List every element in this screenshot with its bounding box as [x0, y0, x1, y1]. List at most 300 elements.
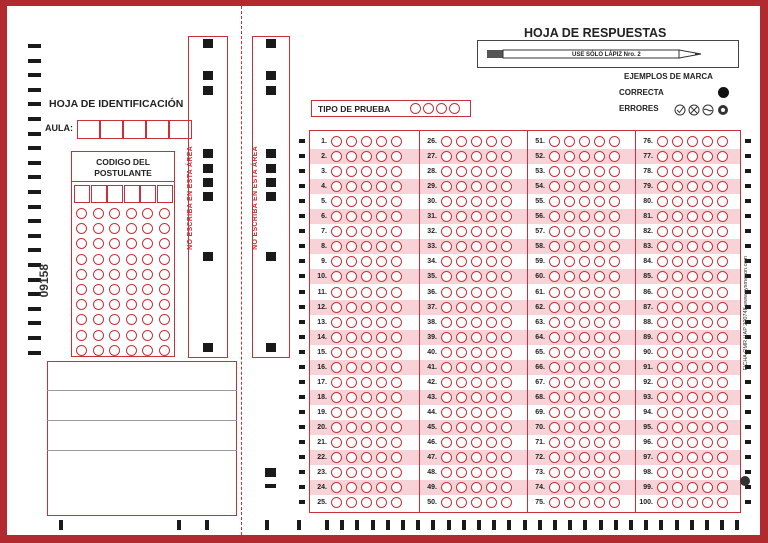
answer-bubble[interactable]	[361, 332, 372, 343]
answer-bubble[interactable]	[361, 377, 372, 388]
codigo-bubble[interactable]	[93, 208, 104, 219]
answer-bubble[interactable]	[609, 452, 620, 463]
answer-bubble[interactable]	[687, 437, 698, 448]
aula-box[interactable]	[146, 120, 169, 139]
answer-bubble[interactable]	[609, 377, 620, 388]
codigo-bubble[interactable]	[159, 223, 170, 234]
codigo-digit-box[interactable]	[157, 185, 173, 203]
answer-bubble[interactable]	[594, 452, 605, 463]
answer-bubble[interactable]	[441, 422, 452, 433]
answer-bubble[interactable]	[346, 151, 357, 162]
answer-bubble[interactable]	[702, 136, 713, 147]
answer-bubble[interactable]	[672, 347, 683, 358]
answer-bubble[interactable]	[346, 377, 357, 388]
answer-bubble[interactable]	[501, 332, 512, 343]
answer-bubble[interactable]	[657, 302, 668, 313]
codigo-bubble[interactable]	[159, 284, 170, 295]
answer-bubble[interactable]	[549, 422, 560, 433]
answer-bubble[interactable]	[549, 407, 560, 418]
answer-bubble[interactable]	[579, 407, 590, 418]
answer-bubble[interactable]	[717, 287, 728, 298]
codigo-bubble[interactable]	[126, 314, 137, 325]
answer-bubble[interactable]	[471, 437, 482, 448]
codigo-bubble[interactable]	[109, 345, 120, 356]
answer-bubble[interactable]	[441, 332, 452, 343]
answer-bubble[interactable]	[486, 287, 497, 298]
answer-bubble[interactable]	[717, 317, 728, 328]
codigo-bubble[interactable]	[76, 208, 87, 219]
answer-bubble[interactable]	[672, 136, 683, 147]
answer-bubble[interactable]	[441, 136, 452, 147]
codigo-digit-box[interactable]	[91, 185, 107, 203]
answer-bubble[interactable]	[594, 332, 605, 343]
answer-bubble[interactable]	[687, 407, 698, 418]
codigo-bubble[interactable]	[142, 284, 153, 295]
answer-bubble[interactable]	[376, 452, 387, 463]
codigo-bubble[interactable]	[93, 254, 104, 265]
answer-bubble[interactable]	[717, 437, 728, 448]
answer-bubble[interactable]	[471, 287, 482, 298]
answer-bubble[interactable]	[594, 302, 605, 313]
answer-bubble[interactable]	[717, 347, 728, 358]
answer-bubble[interactable]	[361, 362, 372, 373]
answer-bubble[interactable]	[376, 422, 387, 433]
answer-bubble[interactable]	[361, 302, 372, 313]
answer-bubble[interactable]	[687, 422, 698, 433]
answer-bubble[interactable]	[657, 392, 668, 403]
answer-bubble[interactable]	[501, 452, 512, 463]
answer-bubble[interactable]	[471, 407, 482, 418]
answer-bubble[interactable]	[346, 317, 357, 328]
answer-bubble[interactable]	[594, 407, 605, 418]
answer-bubble[interactable]	[672, 317, 683, 328]
codigo-bubble[interactable]	[76, 254, 87, 265]
answer-bubble[interactable]	[549, 332, 560, 343]
answer-bubble[interactable]	[687, 362, 698, 373]
answer-bubble[interactable]	[376, 377, 387, 388]
answer-bubble[interactable]	[331, 317, 342, 328]
answer-bubble[interactable]	[549, 287, 560, 298]
codigo-bubble[interactable]	[126, 238, 137, 249]
answer-bubble[interactable]	[687, 317, 698, 328]
answer-bubble[interactable]	[564, 392, 575, 403]
answer-bubble[interactable]	[579, 302, 590, 313]
answer-bubble[interactable]	[346, 287, 357, 298]
answer-bubble[interactable]	[391, 136, 402, 147]
answer-bubble[interactable]	[361, 136, 372, 147]
answer-bubble[interactable]	[579, 151, 590, 162]
answer-bubble[interactable]	[486, 347, 497, 358]
answer-bubble[interactable]	[361, 422, 372, 433]
answer-bubble[interactable]	[501, 407, 512, 418]
answer-bubble[interactable]	[441, 452, 452, 463]
answer-bubble[interactable]	[702, 332, 713, 343]
answer-bubble[interactable]	[501, 362, 512, 373]
answer-bubble[interactable]	[564, 332, 575, 343]
codigo-bubble[interactable]	[126, 345, 137, 356]
answer-bubble[interactable]	[486, 437, 497, 448]
answer-bubble[interactable]	[361, 287, 372, 298]
answer-bubble[interactable]	[702, 151, 713, 162]
codigo-bubble[interactable]	[159, 254, 170, 265]
answer-bubble[interactable]	[361, 151, 372, 162]
answer-bubble[interactable]	[657, 332, 668, 343]
answer-bubble[interactable]	[657, 317, 668, 328]
answer-bubble[interactable]	[672, 302, 683, 313]
answer-bubble[interactable]	[391, 437, 402, 448]
answer-bubble[interactable]	[456, 317, 467, 328]
codigo-bubble[interactable]	[93, 269, 104, 280]
codigo-digit-box[interactable]	[140, 185, 156, 203]
answer-bubble[interactable]	[657, 377, 668, 388]
answer-bubble[interactable]	[549, 377, 560, 388]
answer-bubble[interactable]	[657, 287, 668, 298]
answer-bubble[interactable]	[687, 392, 698, 403]
codigo-bubble[interactable]	[76, 284, 87, 295]
answer-bubble[interactable]	[549, 302, 560, 313]
answer-bubble[interactable]	[441, 302, 452, 313]
answer-bubble[interactable]	[717, 452, 728, 463]
test-type-bubble[interactable]	[410, 103, 421, 114]
codigo-bubble[interactable]	[126, 208, 137, 219]
answer-bubble[interactable]	[579, 362, 590, 373]
answer-bubble[interactable]	[346, 437, 357, 448]
answer-bubble[interactable]	[331, 347, 342, 358]
answer-bubble[interactable]	[471, 151, 482, 162]
answer-bubble[interactable]	[672, 407, 683, 418]
answer-bubble[interactable]	[441, 317, 452, 328]
codigo-digit-box[interactable]	[107, 185, 123, 203]
codigo-bubble[interactable]	[93, 314, 104, 325]
test-type-bubble[interactable]	[449, 103, 460, 114]
answer-bubble[interactable]	[361, 392, 372, 403]
answer-bubble[interactable]	[549, 362, 560, 373]
codigo-bubble[interactable]	[76, 330, 87, 341]
answer-bubble[interactable]	[687, 302, 698, 313]
codigo-bubble[interactable]	[93, 330, 104, 341]
codigo-bubble[interactable]	[142, 330, 153, 341]
codigo-bubble[interactable]	[159, 269, 170, 280]
answer-bubble[interactable]	[564, 317, 575, 328]
codigo-digit-box[interactable]	[74, 185, 90, 203]
answer-bubble[interactable]	[672, 422, 683, 433]
answer-bubble[interactable]	[331, 287, 342, 298]
answer-bubble[interactable]	[549, 151, 560, 162]
answer-bubble[interactable]	[564, 151, 575, 162]
answer-bubble[interactable]	[361, 407, 372, 418]
answer-bubble[interactable]	[609, 392, 620, 403]
answer-bubble[interactable]	[672, 392, 683, 403]
codigo-bubble[interactable]	[93, 345, 104, 356]
codigo-bubble[interactable]	[76, 345, 87, 356]
answer-bubble[interactable]	[579, 392, 590, 403]
answer-bubble[interactable]	[657, 347, 668, 358]
answer-bubble[interactable]	[486, 317, 497, 328]
answer-bubble[interactable]	[501, 287, 512, 298]
answer-bubble[interactable]	[549, 347, 560, 358]
answer-bubble[interactable]	[717, 407, 728, 418]
answer-bubble[interactable]	[609, 136, 620, 147]
answer-bubble[interactable]	[687, 452, 698, 463]
codigo-bubble[interactable]	[93, 299, 104, 310]
answer-bubble[interactable]	[441, 377, 452, 388]
answer-bubble[interactable]	[391, 392, 402, 403]
answer-bubble[interactable]	[346, 407, 357, 418]
answer-bubble[interactable]	[594, 437, 605, 448]
codigo-bubble[interactable]	[142, 345, 153, 356]
answer-bubble[interactable]	[657, 452, 668, 463]
answer-bubble[interactable]	[564, 437, 575, 448]
codigo-bubble[interactable]	[126, 269, 137, 280]
answer-bubble[interactable]	[456, 302, 467, 313]
answer-bubble[interactable]	[564, 422, 575, 433]
answer-bubble[interactable]	[376, 151, 387, 162]
answer-bubble[interactable]	[331, 136, 342, 147]
answer-bubble[interactable]	[331, 392, 342, 403]
answer-bubble[interactable]	[579, 422, 590, 433]
codigo-bubble[interactable]	[126, 223, 137, 234]
answer-bubble[interactable]	[486, 407, 497, 418]
answer-bubble[interactable]	[579, 347, 590, 358]
answer-bubble[interactable]	[486, 422, 497, 433]
answer-bubble[interactable]	[717, 302, 728, 313]
codigo-digit-box[interactable]	[124, 185, 140, 203]
answer-bubble[interactable]	[501, 136, 512, 147]
codigo-bubble[interactable]	[93, 284, 104, 295]
codigo-bubble[interactable]	[126, 254, 137, 265]
answer-bubble[interactable]	[331, 302, 342, 313]
answer-bubble[interactable]	[456, 287, 467, 298]
answer-bubble[interactable]	[672, 452, 683, 463]
answer-bubble[interactable]	[361, 347, 372, 358]
answer-bubble[interactable]	[441, 392, 452, 403]
answer-bubble[interactable]	[346, 452, 357, 463]
aula-box[interactable]	[100, 120, 123, 139]
answer-bubble[interactable]	[501, 151, 512, 162]
answer-bubble[interactable]	[361, 452, 372, 463]
codigo-bubble[interactable]	[159, 208, 170, 219]
answer-bubble[interactable]	[594, 377, 605, 388]
answer-bubble[interactable]	[702, 362, 713, 373]
answer-bubble[interactable]	[594, 151, 605, 162]
codigo-bubble[interactable]	[159, 299, 170, 310]
answer-bubble[interactable]	[579, 287, 590, 298]
answer-bubble[interactable]	[346, 362, 357, 373]
answer-bubble[interactable]	[391, 452, 402, 463]
codigo-bubble[interactable]	[109, 254, 120, 265]
answer-bubble[interactable]	[717, 392, 728, 403]
answer-bubble[interactable]	[702, 287, 713, 298]
answer-bubble[interactable]	[441, 347, 452, 358]
answer-bubble[interactable]	[376, 287, 387, 298]
answer-bubble[interactable]	[672, 437, 683, 448]
answer-bubble[interactable]	[456, 362, 467, 373]
answer-bubble[interactable]	[471, 422, 482, 433]
answer-bubble[interactable]	[687, 347, 698, 358]
answer-bubble[interactable]	[687, 151, 698, 162]
answer-bubble[interactable]	[471, 317, 482, 328]
answer-bubble[interactable]	[486, 332, 497, 343]
answer-bubble[interactable]	[672, 151, 683, 162]
answer-bubble[interactable]	[717, 377, 728, 388]
codigo-bubble[interactable]	[109, 284, 120, 295]
answer-bubble[interactable]	[471, 452, 482, 463]
answer-bubble[interactable]	[564, 347, 575, 358]
answer-bubble[interactable]	[501, 302, 512, 313]
answer-bubble[interactable]	[702, 422, 713, 433]
answer-bubble[interactable]	[702, 377, 713, 388]
answer-bubble[interactable]	[441, 287, 452, 298]
answer-bubble[interactable]	[331, 362, 342, 373]
answer-bubble[interactable]	[579, 437, 590, 448]
answer-bubble[interactable]	[657, 407, 668, 418]
answer-bubble[interactable]	[456, 422, 467, 433]
answer-bubble[interactable]	[672, 332, 683, 343]
answer-bubble[interactable]	[579, 332, 590, 343]
answer-bubble[interactable]	[501, 317, 512, 328]
answer-bubble[interactable]	[687, 332, 698, 343]
answer-bubble[interactable]	[594, 317, 605, 328]
answer-bubble[interactable]	[702, 452, 713, 463]
answer-bubble[interactable]	[702, 302, 713, 313]
answer-bubble[interactable]	[594, 362, 605, 373]
answer-bubble[interactable]	[687, 287, 698, 298]
answer-bubble[interactable]	[501, 422, 512, 433]
field-row[interactable]	[47, 361, 237, 391]
answer-bubble[interactable]	[456, 347, 467, 358]
answer-bubble[interactable]	[376, 332, 387, 343]
codigo-bubble[interactable]	[109, 269, 120, 280]
codigo-bubble[interactable]	[76, 269, 87, 280]
answer-bubble[interactable]	[346, 332, 357, 343]
codigo-bubble[interactable]	[159, 238, 170, 249]
answer-bubble[interactable]	[471, 392, 482, 403]
answer-bubble[interactable]	[486, 136, 497, 147]
codigo-bubble[interactable]	[159, 330, 170, 341]
answer-bubble[interactable]	[717, 151, 728, 162]
answer-bubble[interactable]	[717, 136, 728, 147]
answer-bubble[interactable]	[471, 332, 482, 343]
answer-bubble[interactable]	[549, 437, 560, 448]
answer-bubble[interactable]	[564, 362, 575, 373]
aula-box[interactable]	[77, 120, 100, 139]
answer-bubble[interactable]	[564, 302, 575, 313]
answer-bubble[interactable]	[471, 362, 482, 373]
answer-bubble[interactable]	[594, 392, 605, 403]
answer-bubble[interactable]	[486, 452, 497, 463]
answer-bubble[interactable]	[702, 437, 713, 448]
answer-bubble[interactable]	[471, 377, 482, 388]
answer-bubble[interactable]	[376, 302, 387, 313]
answer-bubble[interactable]	[456, 332, 467, 343]
answer-bubble[interactable]	[717, 362, 728, 373]
answer-bubble[interactable]	[672, 377, 683, 388]
answer-bubble[interactable]	[391, 377, 402, 388]
answer-bubble[interactable]	[549, 136, 560, 147]
answer-bubble[interactable]	[702, 407, 713, 418]
field-row[interactable]	[47, 391, 237, 421]
answer-bubble[interactable]	[391, 302, 402, 313]
answer-bubble[interactable]	[456, 452, 467, 463]
answer-bubble[interactable]	[456, 377, 467, 388]
answer-bubble[interactable]	[564, 136, 575, 147]
answer-bubble[interactable]	[594, 422, 605, 433]
answer-bubble[interactable]	[687, 377, 698, 388]
codigo-bubble[interactable]	[93, 223, 104, 234]
answer-bubble[interactable]	[657, 422, 668, 433]
answer-bubble[interactable]	[609, 437, 620, 448]
answer-bubble[interactable]	[594, 287, 605, 298]
answer-bubble[interactable]	[331, 332, 342, 343]
codigo-bubble[interactable]	[159, 314, 170, 325]
field-row[interactable]	[47, 451, 237, 516]
answer-bubble[interactable]	[501, 437, 512, 448]
codigo-bubble[interactable]	[142, 269, 153, 280]
answer-bubble[interactable]	[549, 392, 560, 403]
answer-bubble[interactable]	[501, 347, 512, 358]
test-type-bubble[interactable]	[423, 103, 434, 114]
answer-bubble[interactable]	[376, 317, 387, 328]
answer-bubble[interactable]	[486, 392, 497, 403]
answer-bubble[interactable]	[702, 317, 713, 328]
answer-bubble[interactable]	[486, 362, 497, 373]
codigo-bubble[interactable]	[126, 284, 137, 295]
answer-bubble[interactable]	[609, 422, 620, 433]
answer-bubble[interactable]	[594, 347, 605, 358]
codigo-bubble[interactable]	[109, 208, 120, 219]
answer-bubble[interactable]	[501, 392, 512, 403]
answer-bubble[interactable]	[609, 332, 620, 343]
answer-bubble[interactable]	[391, 422, 402, 433]
answer-bubble[interactable]	[717, 422, 728, 433]
answer-bubble[interactable]	[564, 452, 575, 463]
answer-bubble[interactable]	[609, 317, 620, 328]
answer-bubble[interactable]	[609, 407, 620, 418]
answer-bubble[interactable]	[609, 362, 620, 373]
codigo-bubble[interactable]	[109, 330, 120, 341]
answer-bubble[interactable]	[657, 151, 668, 162]
answer-bubble[interactable]	[441, 151, 452, 162]
answer-bubble[interactable]	[331, 452, 342, 463]
answer-bubble[interactable]	[609, 151, 620, 162]
answer-bubble[interactable]	[376, 362, 387, 373]
test-type-bubble[interactable]	[436, 103, 447, 114]
answer-bubble[interactable]	[331, 422, 342, 433]
answer-bubble[interactable]	[331, 407, 342, 418]
answer-bubble[interactable]	[456, 136, 467, 147]
answer-bubble[interactable]	[376, 136, 387, 147]
answer-bubble[interactable]	[361, 437, 372, 448]
answer-bubble[interactable]	[391, 151, 402, 162]
answer-bubble[interactable]	[331, 377, 342, 388]
answer-bubble[interactable]	[471, 302, 482, 313]
answer-bubble[interactable]	[391, 332, 402, 343]
answer-bubble[interactable]	[346, 392, 357, 403]
answer-bubble[interactable]	[456, 407, 467, 418]
answer-bubble[interactable]	[672, 287, 683, 298]
answer-bubble[interactable]	[564, 287, 575, 298]
answer-bubble[interactable]	[717, 332, 728, 343]
answer-bubble[interactable]	[657, 136, 668, 147]
codigo-bubble[interactable]	[159, 345, 170, 356]
answer-bubble[interactable]	[456, 392, 467, 403]
answer-bubble[interactable]	[346, 302, 357, 313]
answer-bubble[interactable]	[441, 407, 452, 418]
answer-bubble[interactable]	[391, 347, 402, 358]
answer-bubble[interactable]	[441, 437, 452, 448]
answer-bubble[interactable]	[579, 136, 590, 147]
answer-bubble[interactable]	[486, 377, 497, 388]
